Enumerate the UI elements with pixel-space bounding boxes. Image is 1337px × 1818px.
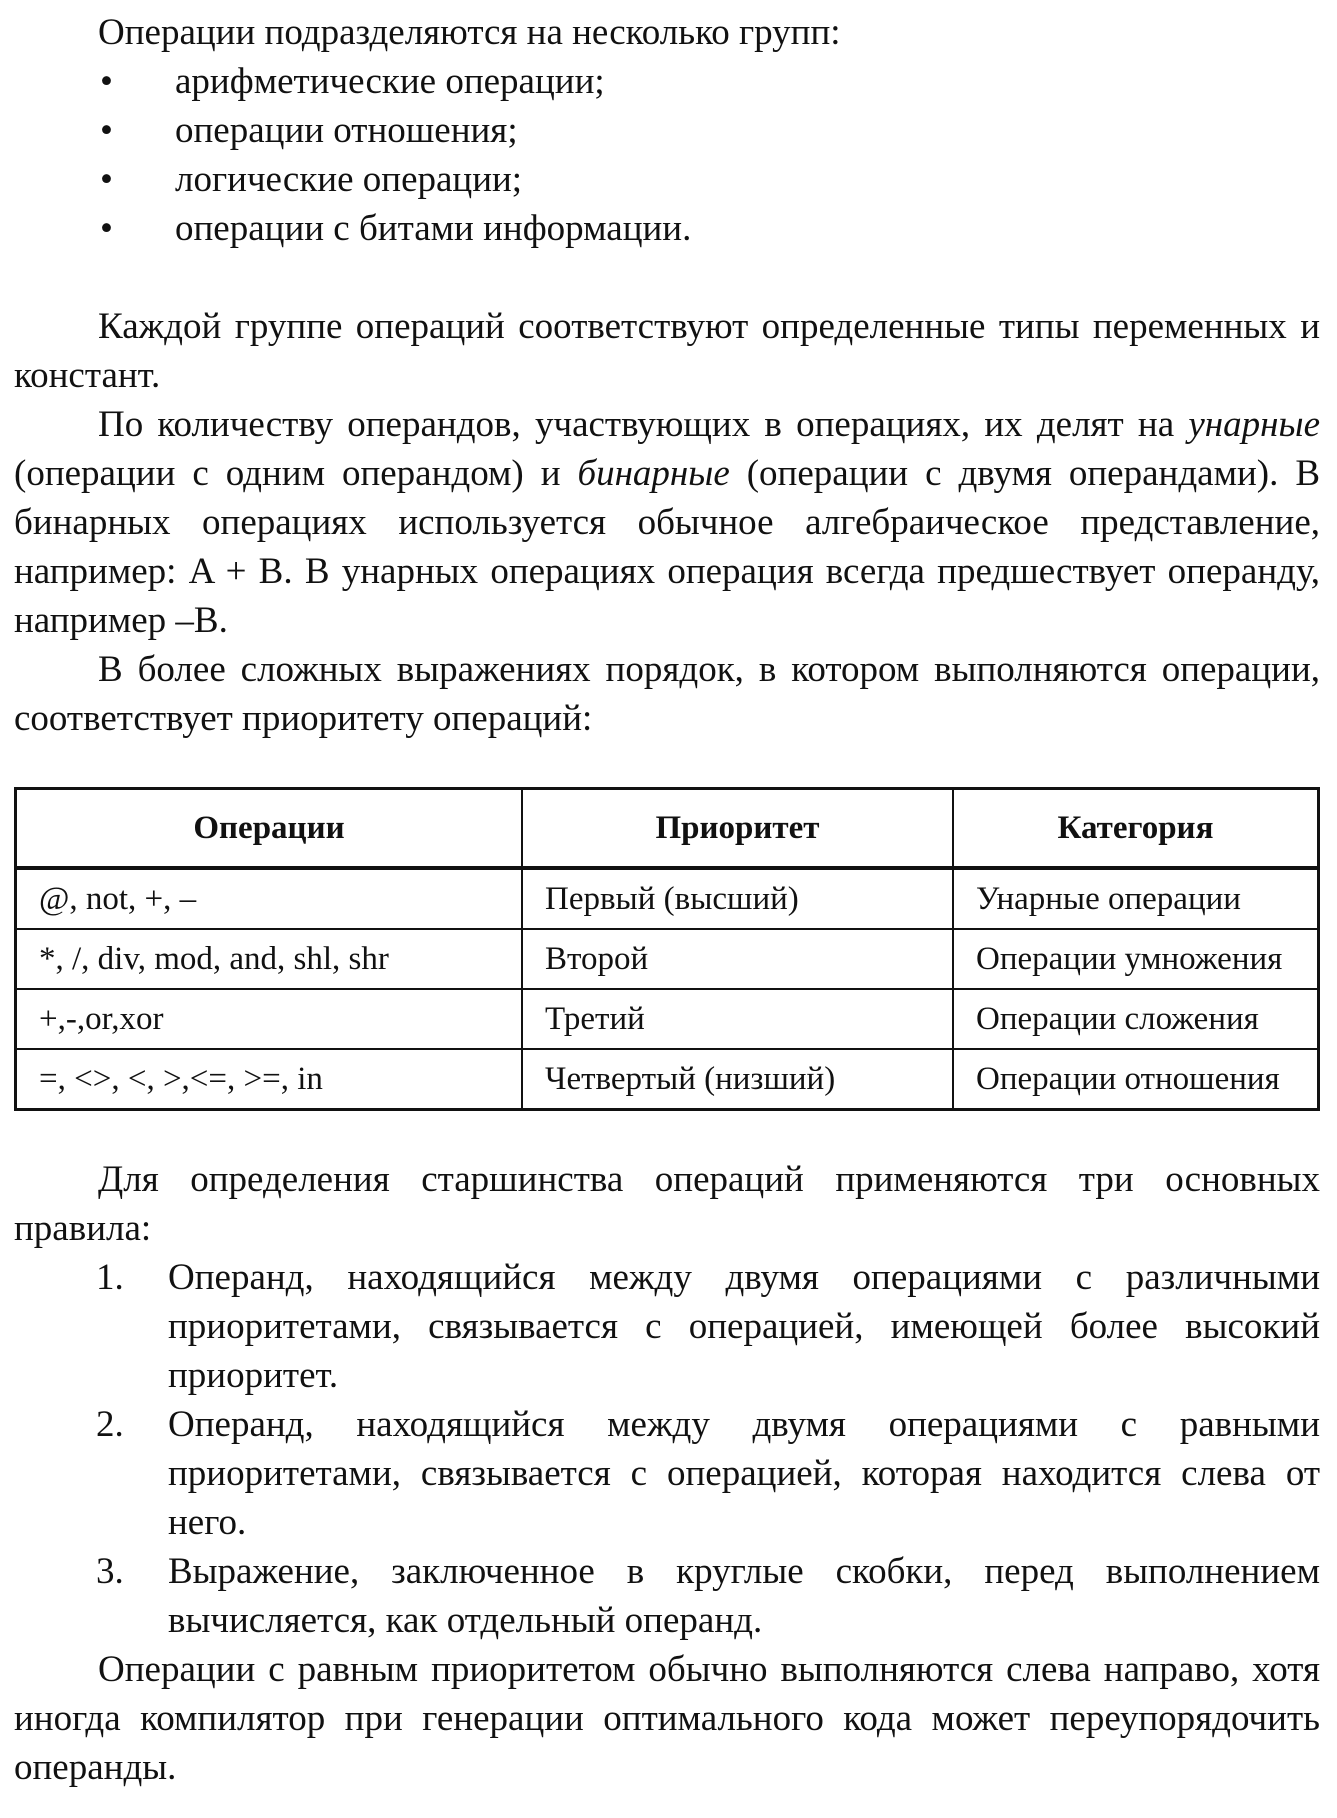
column-header-operations: Операции xyxy=(16,789,523,869)
table-row xyxy=(16,989,1319,1049)
term-unary: унарные xyxy=(1188,404,1320,445)
list-item-number: 1. xyxy=(96,1257,124,1298)
table-cell-operations: *, /, div, mod, and, shl, shr xyxy=(16,929,523,989)
list-item xyxy=(14,106,1320,155)
intro-text: Операции подразделяются на несколько групп: xyxy=(98,12,841,53)
spacer xyxy=(14,253,1320,302)
table-cell-category: Операции умножения xyxy=(953,929,1319,989)
list-item xyxy=(14,204,1320,253)
spacer xyxy=(14,743,1320,787)
table-cell-category: Унарные операции xyxy=(953,868,1319,929)
bullet-icon: • xyxy=(100,208,113,249)
list-item-text: Операнд, находящийся между двумя операциями с равными приоритетами, связывается с операцией, которая находится слева от него. xyxy=(168,1404,1320,1543)
term-binary: бинарные xyxy=(577,453,730,494)
table-cell-priority: Первый (высший) xyxy=(522,868,953,929)
list-item-text: операции отношения; xyxy=(175,110,518,151)
paragraph-operands xyxy=(14,400,1320,645)
spacer xyxy=(14,1111,1320,1155)
table-cell-category: Операции отношения xyxy=(953,1049,1319,1110)
table-cell-operations: =, <>, <, >,<=, >=, in xyxy=(16,1049,523,1110)
table-row xyxy=(16,1049,1319,1110)
list-item xyxy=(14,57,1320,106)
list-item xyxy=(14,1400,1320,1547)
operation-groups-list xyxy=(14,57,1320,253)
bullet-icon: • xyxy=(100,159,113,200)
list-item-text: Выражение, заключенное в круглые скобки, перед выполнением вычисляется, как отдельный операнд. xyxy=(168,1551,1320,1641)
table-cell-operations: @, not, +, – xyxy=(16,868,523,929)
list-item-number: 3. xyxy=(96,1551,124,1592)
precedence-rules-list xyxy=(14,1253,1320,1645)
list-item-text: логические операции; xyxy=(175,159,523,200)
table-row xyxy=(16,868,1319,929)
column-header-priority: Приоритет xyxy=(522,789,953,869)
list-item-text: Операнд, находящийся между двумя операциями с различными приоритетами, связывается с операцией, имеющей более высокий приоритет. xyxy=(168,1257,1320,1396)
list-item xyxy=(14,155,1320,204)
table-cell-category: Операции сложения xyxy=(953,989,1319,1049)
table-header-row xyxy=(16,789,1319,869)
paragraph-priority: В более сложных выражениях порядок, в котором выполняются операции, соответствует приоритету операций: xyxy=(14,649,1320,739)
table-cell-priority: Второй xyxy=(522,929,953,989)
paragraph-rules-intro: Для определения старшинства операций применяются три основных правила: xyxy=(14,1159,1320,1249)
list-item xyxy=(14,1253,1320,1400)
table-cell-operations: +,-,or,xor xyxy=(16,989,523,1049)
table-cell-priority: Третий xyxy=(522,989,953,1049)
document-page xyxy=(14,8,1320,1792)
table-cell-priority: Четвертый (низший) xyxy=(522,1049,953,1110)
list-item-text: операции с битами информации. xyxy=(175,208,692,249)
column-header-category: Категория xyxy=(953,789,1319,869)
priority-table xyxy=(14,787,1320,1111)
table-row xyxy=(16,929,1319,989)
paragraph-final: Операции с равным приоритетом обычно выполняются слева направо, хотя иногда компилятор при генерации оптимального кода может переупорядочить операнды. xyxy=(14,1649,1320,1788)
list-item-number: 2. xyxy=(96,1404,124,1445)
list-item xyxy=(14,1547,1320,1645)
bullet-icon: • xyxy=(100,61,113,102)
paragraph-text: (операции с одним операндом) и xyxy=(14,453,578,494)
bullet-icon: • xyxy=(100,110,113,151)
paragraph-text: По количеству операндов, участвующих в операциях, их делят на xyxy=(98,404,1189,445)
list-item-text: арифметические операции; xyxy=(175,61,605,102)
paragraph-text: (операции с двумя операндами). В бинарных операциях используется обычное алгебраическое представление, например: A + B. В унарных операциях операция всегда предшествует операнду, например –B. xyxy=(14,453,1320,641)
paragraph-types: Каждой группе операций соответствуют определенные типы переменных и констант. xyxy=(14,306,1320,396)
